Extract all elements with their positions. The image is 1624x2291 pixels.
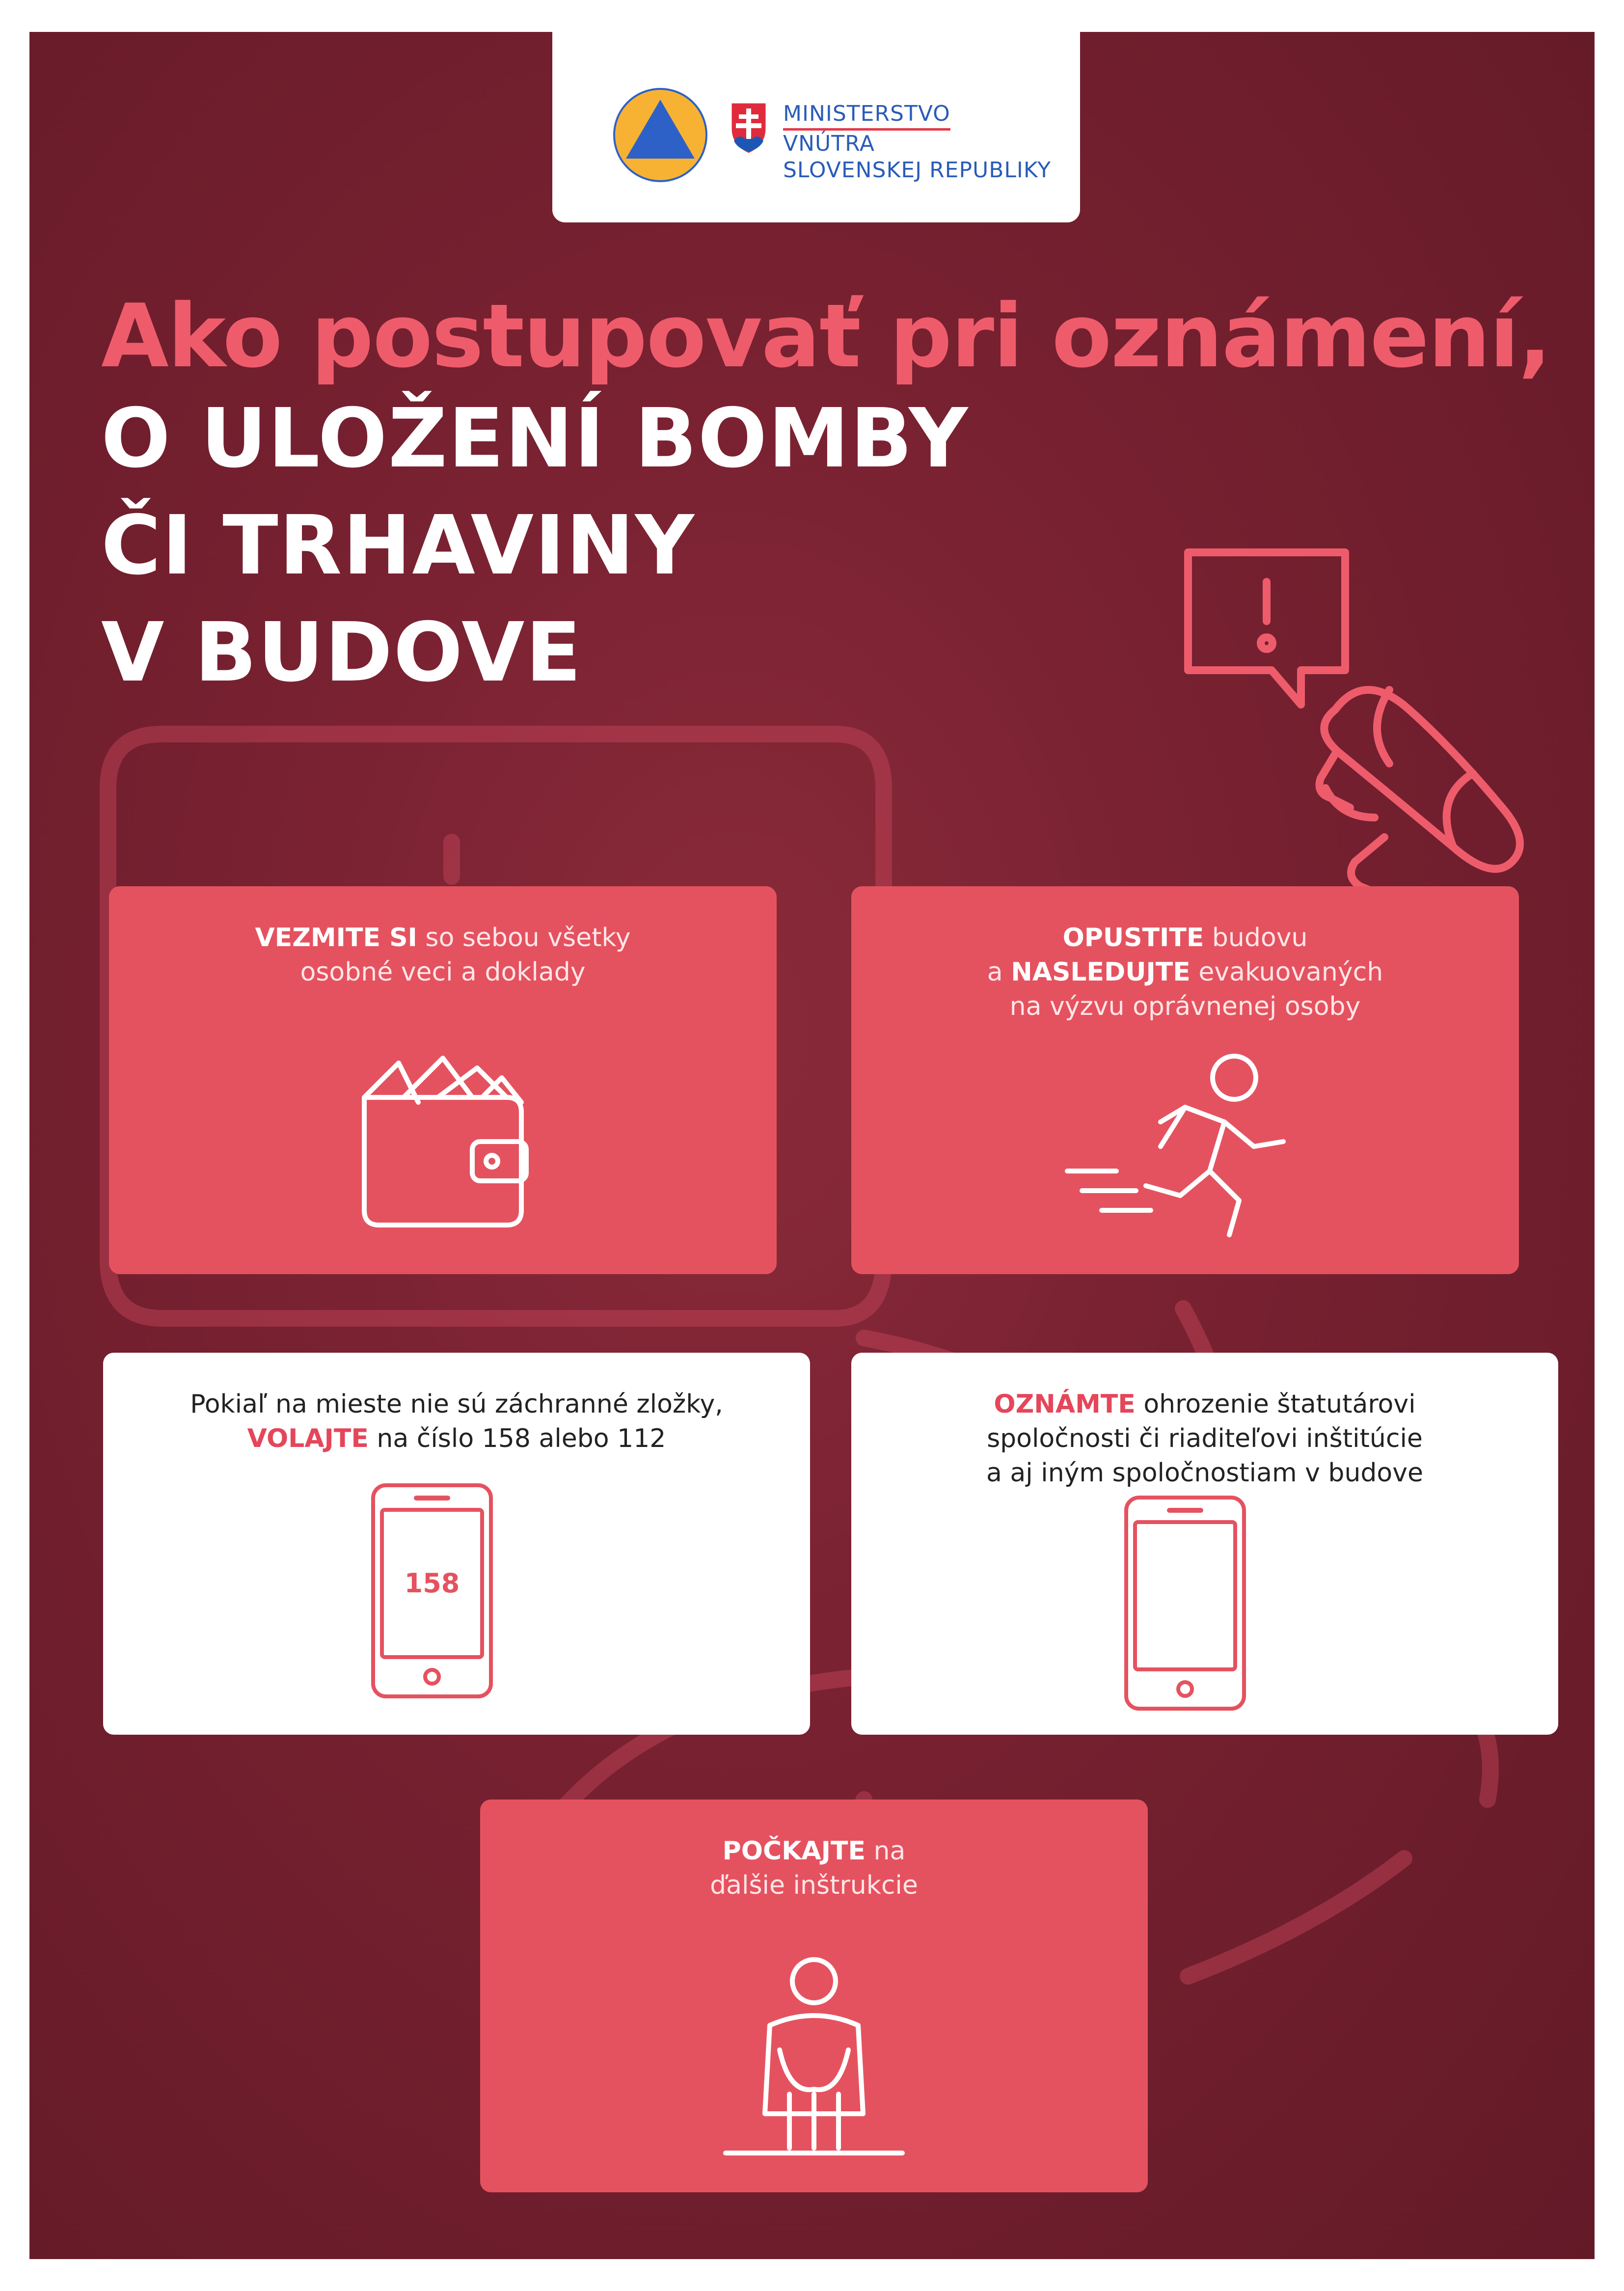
wallet-icon: [345, 1043, 541, 1240]
take-belongings-card: [109, 886, 777, 1274]
ministry-line-1: MINISTERSTVO: [783, 101, 950, 131]
phone-icon: [1121, 1493, 1249, 1714]
wait-card: [480, 1800, 1148, 2192]
logo-header: [552, 32, 1080, 222]
civil-protection-icon: [611, 86, 709, 184]
running-person-icon: [1062, 1048, 1298, 1255]
title-line-4: V BUDOVE: [101, 605, 582, 700]
poster: [29, 32, 1595, 2259]
ministry-name: [783, 101, 1051, 184]
ministry-line-3: SLOVENSKEJ REPUBLIKY: [783, 158, 1052, 183]
leave-building-text: OPUSTITE budovu a NASLEDUJTE evakuovaných na výzvu oprávnenej osoby: [987, 923, 1383, 1021]
slovak-coat-of-arms-icon: [729, 101, 768, 156]
title-line-3: ČI TRHAVINY: [101, 498, 695, 593]
take-belongings-text: VEZMITE SI so sebou všetky osobné veci a doklady: [255, 923, 631, 987]
take-belongings-bold: VEZMITE SI: [255, 923, 417, 953]
leave-building-card: [851, 886, 1519, 1274]
sitting-person-icon: [716, 1952, 912, 2163]
phone-number-label: 158: [404, 1568, 460, 1599]
call-emergency-card: [103, 1353, 810, 1735]
phone-icon: [368, 1480, 496, 1701]
notify-card: [851, 1353, 1558, 1735]
title-line-1: Ako postupovať pri oznámení,: [101, 285, 1551, 387]
megaphone-alert-icon: [1178, 543, 1551, 906]
notify-text: OZNÁMTE ohrozenie štatutárovi spoločnosti či riaditeľovi inštitúcie a aj iným spoločnostiam v budove: [986, 1390, 1423, 1488]
wait-text: POČKAJTE na ďalšie inštrukcie: [710, 1836, 918, 1900]
ministry-line-2: VNÚTRA: [783, 131, 875, 156]
title-line-2: O ULOŽENÍ BOMBY: [101, 391, 969, 486]
call-emergency-text: Pokiaľ na mieste nie sú záchranné zložky, VOLAJTE na číslo 158 alebo 112: [190, 1390, 723, 1453]
